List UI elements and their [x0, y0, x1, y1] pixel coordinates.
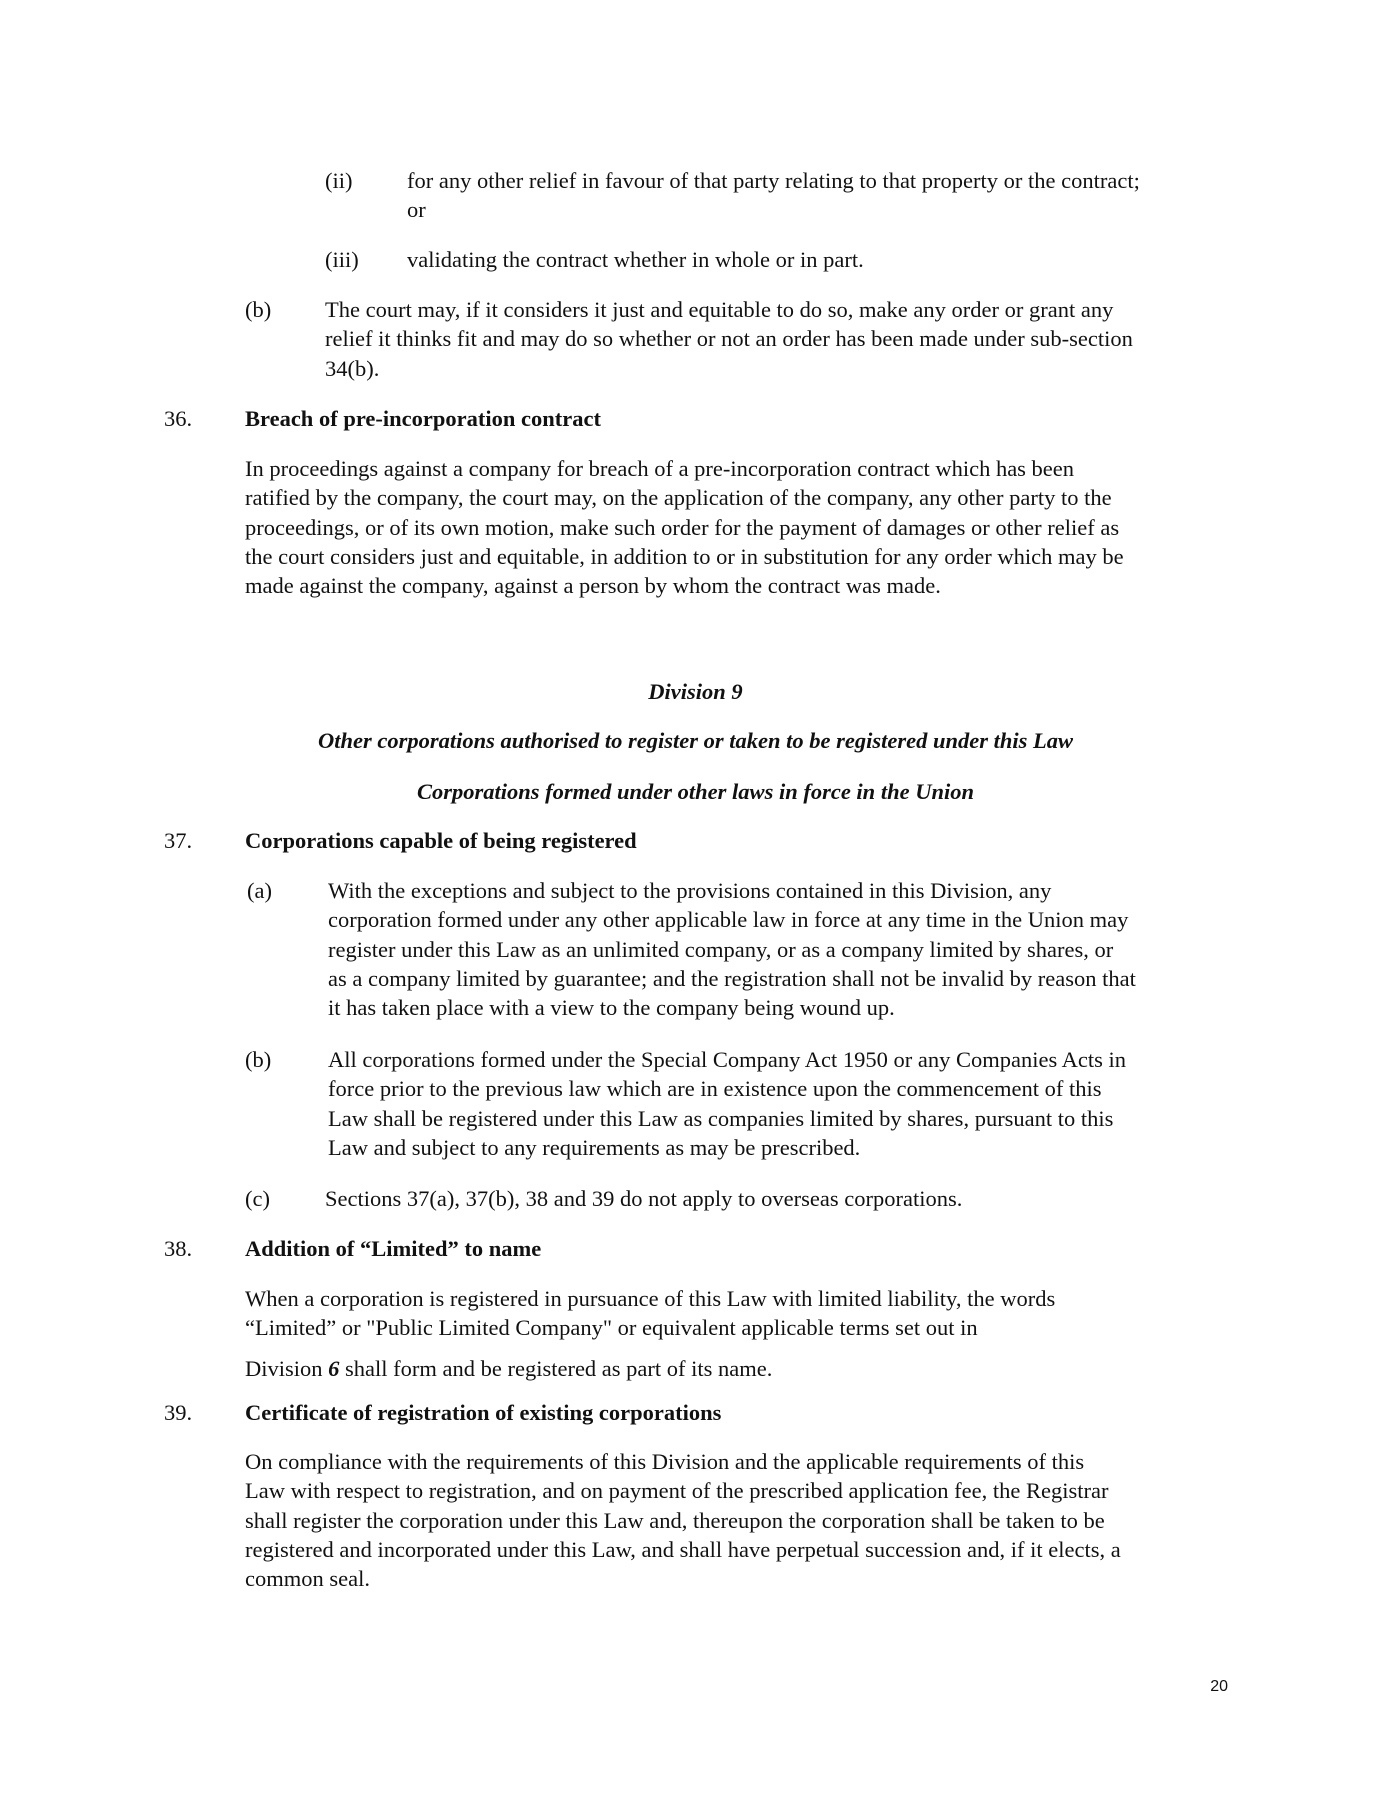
text-line: The court may, if it considers it just and equitable to do so, make any order or grant any: [325, 297, 1114, 322]
item-label: (b): [245, 297, 272, 322]
text-line: register under this Law as an unlimited company, or as a company limited by shares, or: [328, 936, 1114, 962]
text-line: ratified by the company, the court may, on the application of the company, any other party to the: [245, 485, 1112, 511]
division-reference: 6: [328, 1356, 340, 1381]
item-label: (b): [245, 1047, 272, 1072]
text-line: Sections 37(a), 37(b), 38 and 39 do not apply to overseas corporations.: [325, 1186, 963, 1211]
division-subheading: Corporations formed under other laws in force in the Union: [417, 779, 974, 804]
text-line: “Limited” or "Public Limited Company" or equivalent applicable terms set out in: [245, 1315, 978, 1341]
text-line: Law with respect to registration, and on payment of the prescribed application fee, the Registrar: [245, 1478, 1109, 1504]
text-line: made against the company, against a person by whom the contract was made.: [245, 573, 941, 599]
text-line: as a company limited by guarantee; and the registration shall not be invalid by reason that: [328, 965, 1136, 991]
text-line: the court considers just and equitable, in addition to or in substitution for any order which may be: [245, 543, 1124, 569]
item-text: [407, 245, 864, 274]
text-line: force prior to the previous law which are in existence upon the commencement of this: [328, 1076, 1102, 1102]
section-heading: Corporations capable of being registered: [245, 828, 637, 853]
section-heading: Certificate of registration of existing corporations: [245, 1400, 722, 1425]
text-line: proceedings, or of its own motion, make such order for the payment of damages or other relief as: [245, 514, 1120, 540]
text-line: shall register the corporation under this Law and, thereupon the corporation shall be taken to be: [245, 1507, 1105, 1533]
section-number: 37.: [164, 828, 193, 853]
item-label: (c): [245, 1186, 270, 1211]
item-text: [328, 1045, 1126, 1162]
text-line: Law and subject to any requirements as may be prescribed.: [328, 1134, 861, 1160]
text-line: With the exceptions and subject to the provisions contained in this Division, any: [328, 878, 1052, 903]
section-body-last-line: [245, 1354, 772, 1383]
text: shall form and be registered as part of its name.: [339, 1356, 773, 1381]
text: Division: [245, 1356, 329, 1381]
item-text: [325, 295, 1133, 383]
section-heading: Breach of pre-incorporation contract: [245, 406, 601, 431]
text-line: validating the contract whether in whole or in part.: [407, 247, 864, 272]
text-line: it has taken place with a view to the company being wound up.: [328, 995, 895, 1021]
item-text: [325, 1184, 962, 1213]
item-label: (a): [247, 878, 272, 903]
text-line: common seal.: [245, 1566, 370, 1592]
section-number: 39.: [164, 1400, 193, 1425]
division-title: Division 9: [648, 679, 743, 704]
section-body: [245, 1284, 1055, 1343]
text-line: On compliance with the requirements of this Division and the applicable requirements of this: [245, 1449, 1085, 1474]
section-heading: Addition of “Limited” to name: [245, 1236, 542, 1261]
section-body: [245, 1447, 1121, 1593]
text-line: relief it thinks fit and may do so whether or not an order has been made under sub-section: [325, 326, 1133, 352]
item-label: (ii): [325, 168, 353, 193]
page-number: 20: [1210, 1678, 1228, 1695]
item-text: [328, 876, 1136, 1022]
item-label: (iii): [325, 247, 359, 272]
text-line: Law shall be registered under this Law as companies limited by shares, pursuant to this: [328, 1105, 1114, 1131]
text-line: All corporations formed under the Special Company Act 1950 or any Companies Acts in: [328, 1047, 1126, 1072]
text-line: 34(b).: [325, 355, 380, 381]
section-number: 38.: [164, 1236, 193, 1261]
text-line: In proceedings against a company for breach of a pre-incorporation contract which has been: [245, 456, 1075, 481]
text-line: corporation formed under any other applicable law in force at any time in the Union may: [328, 907, 1129, 933]
section-body: [245, 454, 1124, 600]
division-subtitle: Other corporations authorised to register or taken to be registered under this Law: [317, 728, 1074, 753]
text-line: registered and incorporated under this Law, and shall have perpetual succession and, if it elects, a: [245, 1536, 1121, 1562]
section-number: 36.: [164, 406, 193, 431]
item-text: [407, 166, 1140, 225]
text-line: for any other relief in favour of that party relating to that property or the contract;: [407, 168, 1140, 193]
text-line: or: [407, 197, 426, 223]
text-line: When a corporation is registered in pursuance of this Law with limited liability, the words: [245, 1286, 1056, 1311]
